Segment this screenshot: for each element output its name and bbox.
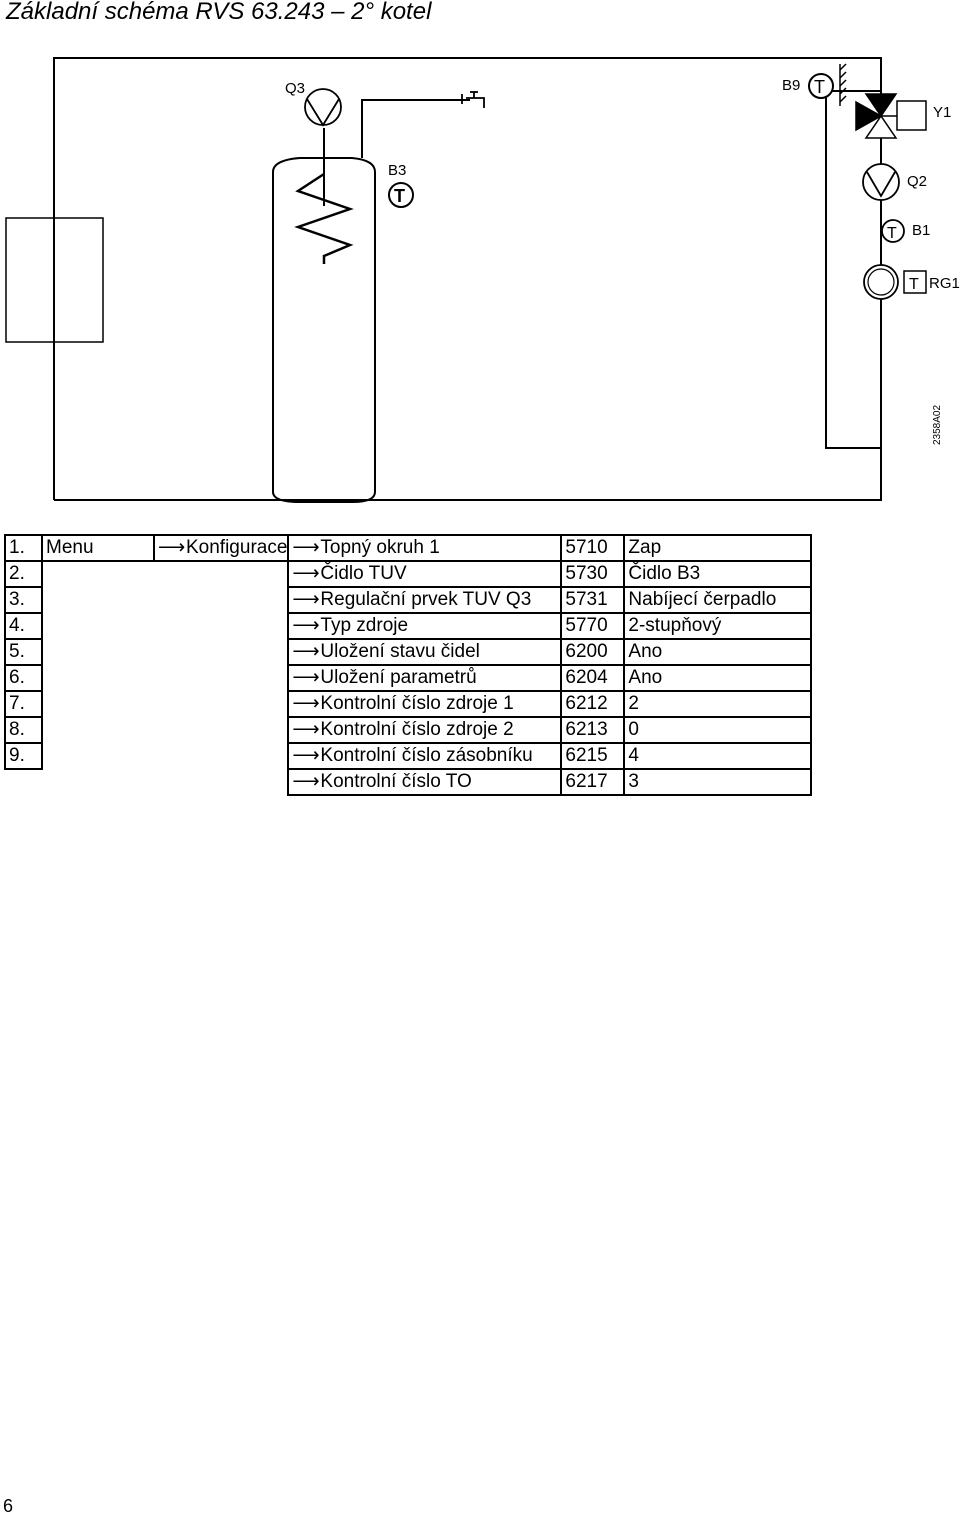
table-row: [5, 717, 811, 743]
row-number: 4.: [5, 613, 42, 639]
submenu-label: Konfigurace: [186, 537, 288, 558]
code-cell: 5731: [561, 587, 624, 613]
arrow-right-icon: ⟶: [292, 771, 320, 792]
label-q3: Q3: [285, 80, 306, 97]
parameter-label: Typ zdroje: [320, 615, 409, 636]
parameter-cell: [288, 587, 561, 613]
label-q2: Q2: [907, 173, 928, 190]
row-number: 8.: [5, 717, 42, 743]
parameter-cell: [288, 639, 561, 665]
code-cell: 6200: [561, 639, 624, 665]
code-cell: 6213: [561, 717, 624, 743]
hydraulic-schema: [0, 0, 960, 510]
value-cell: 2-stupňový: [624, 613, 811, 639]
outdoor-sensor-b9-icon: [809, 64, 846, 106]
pump-q3-icon: [305, 89, 341, 125]
row-number: 7.: [5, 691, 42, 717]
submenu-cell: [154, 535, 288, 561]
value-cell: 3: [624, 769, 811, 795]
arrow-right-icon: ⟶: [292, 719, 320, 740]
dhw-pipe: [362, 100, 470, 158]
sensor-b3-icon: [389, 183, 413, 207]
menu-cell: Menu: [42, 535, 154, 561]
parameter-cell: [288, 769, 561, 795]
code-cell: 6204: [561, 665, 624, 691]
room-unit-t: T: [909, 276, 919, 293]
page-number: 6: [3, 1496, 14, 1516]
value-cell: Čidlo B3: [624, 561, 811, 587]
value-cell: Ano: [624, 639, 811, 665]
arrow-right-icon: ⟶: [292, 589, 320, 610]
mixing-valve-icon: [856, 94, 897, 138]
code-cell: 6215: [561, 743, 624, 769]
row-number: 6.: [5, 665, 42, 691]
parameter-cell: [288, 743, 561, 769]
value-cell: 4: [624, 743, 811, 769]
parameter-label: Uložení parametrů: [320, 667, 477, 688]
parameter-cell: [288, 665, 561, 691]
parameter-cell: [288, 691, 561, 717]
parameter-label: Kontrolní číslo zdroje 1: [320, 693, 514, 714]
arrow-right-icon: ⟶: [158, 537, 186, 558]
sensor-b3-t: T: [394, 186, 405, 206]
parameter-label: Kontrolní číslo zdroje 2: [320, 719, 514, 740]
parameter-label: Topný okruh 1: [320, 537, 440, 558]
row-number: 1.: [5, 535, 42, 561]
row-number: 3.: [5, 587, 42, 613]
sensor-b9-t: T: [814, 77, 825, 97]
code-cell: 6217: [561, 769, 624, 795]
actuator-y1: [897, 101, 926, 130]
code-cell: 5770: [561, 613, 624, 639]
parameter-label: Kontrolní číslo zásobníku: [320, 745, 533, 766]
label-b1: B1: [912, 222, 931, 239]
value-cell: 0: [624, 717, 811, 743]
table-row: [5, 561, 811, 587]
sensor-b1-t: T: [887, 225, 897, 242]
main-circuit-line: [54, 58, 881, 500]
label-b9: B9: [782, 77, 801, 94]
value-cell: Ano: [624, 665, 811, 691]
code-cell: 5730: [561, 561, 624, 587]
row-number: 2.: [5, 561, 42, 587]
configuration-table: [4, 534, 812, 796]
drawing-id: 2358A02: [932, 404, 943, 445]
table-row: [5, 639, 811, 665]
parameter-label: Čidlo TUV: [320, 563, 407, 584]
table-row: [5, 665, 811, 691]
parameter-label: Regulační prvek TUV Q3: [320, 589, 532, 610]
table-row: [5, 587, 811, 613]
value-cell: Zap: [624, 535, 811, 561]
row-number: [5, 769, 42, 795]
label-y1: Y1: [933, 104, 952, 121]
arrow-right-icon: ⟶: [292, 615, 320, 636]
table-row: [5, 743, 811, 769]
sensor-b1-icon: [882, 220, 904, 242]
table-row: [5, 769, 811, 795]
code-cell: 5710: [561, 535, 624, 561]
table-row: [5, 613, 811, 639]
code-cell: 6212: [561, 691, 624, 717]
value-cell: Nabíjecí čerpadlo: [624, 587, 811, 613]
parameter-cell: [288, 613, 561, 639]
parameter-cell: [288, 717, 561, 743]
room-unit-rg1-icon: [864, 265, 926, 299]
arrow-right-icon: ⟶: [292, 667, 320, 688]
table-row: [5, 535, 811, 561]
row-number: 5.: [5, 639, 42, 665]
arrow-right-icon: ⟶: [292, 693, 320, 714]
row-number: 9.: [5, 743, 42, 769]
page-title: Základní schéma RVS 63.243 – 2° kotel: [6, 0, 432, 25]
parameter-cell: [288, 535, 561, 561]
arrow-right-icon: ⟶: [292, 563, 320, 584]
pump-q2-icon: [863, 164, 899, 200]
value-cell: 2: [624, 691, 811, 717]
arrow-right-icon: ⟶: [292, 641, 320, 662]
parameter-label: Kontrolní číslo TO: [320, 771, 472, 792]
label-rg1: RG1: [929, 275, 960, 292]
arrow-right-icon: ⟶: [292, 537, 320, 558]
table-row: [5, 691, 811, 717]
parameter-cell: [288, 561, 561, 587]
arrow-right-icon: ⟶: [292, 745, 320, 766]
storage-tank: [273, 158, 375, 502]
parameter-label: Uložení stavu čidel: [320, 641, 480, 662]
label-b3: B3: [388, 162, 407, 179]
